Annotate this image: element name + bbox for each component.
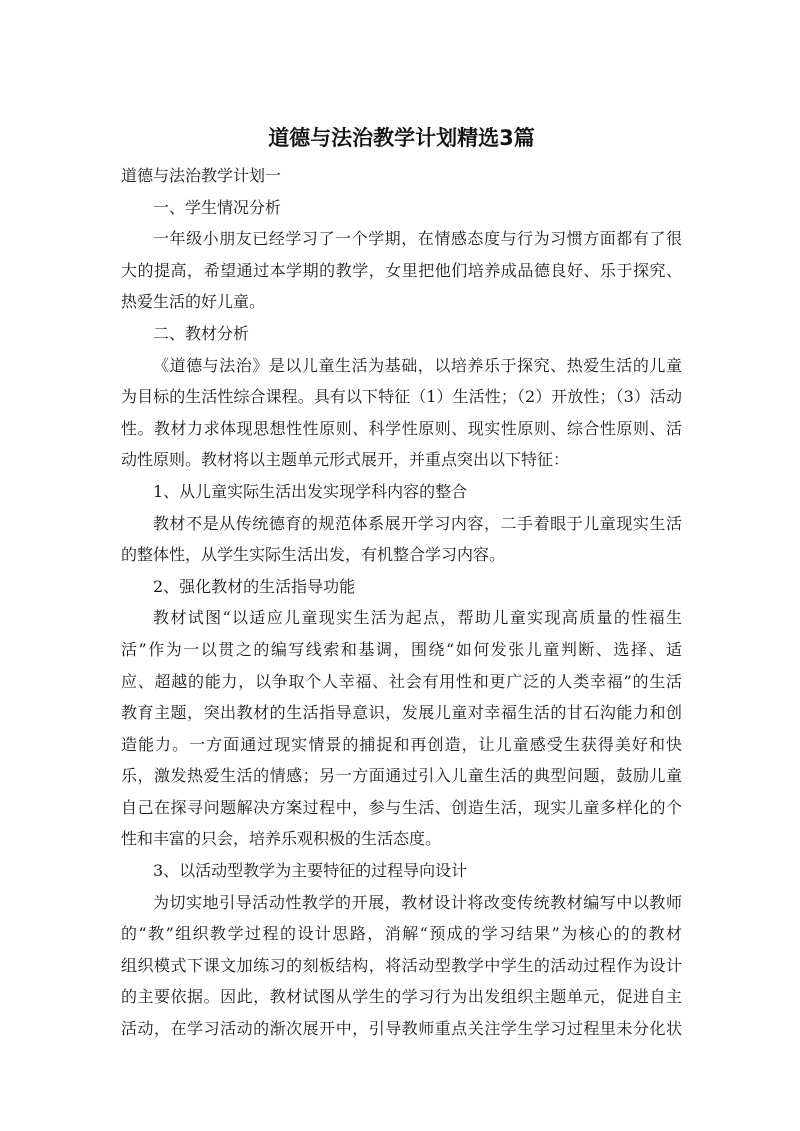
text-line: 教材不是从传统德育的规范体系展开学习内容，二手着眼于儿童现实生活 xyxy=(153,513,682,533)
text-line: 自己在探寻问题解决方案过程中，参与生活、创造生活，现实儿童多样化的个 xyxy=(121,797,682,817)
text-line: 为切实地引导活动性教学的开展，教材设计将改变传统教材编写中以教师 xyxy=(153,892,682,912)
document-title: 道德与法治教学计划精选3篇 xyxy=(268,126,535,150)
text-line: 的“教”组织教学过程的设计思路，消解“预成的学习结果”为核心的的教材 xyxy=(121,924,682,944)
text-line: 2、强化教材的生活指导功能 xyxy=(153,576,356,596)
text-line: 活动，在学习活动的渐次展开中，引导教师重点关注学生学习过程里未分化状 xyxy=(121,1019,682,1039)
text-line: 性和丰富的只会，培养乐观积极的生活态度。 xyxy=(121,829,442,849)
text-line: 乐，激发热爱生活的情感；另一方面通过引入儿童生活的典型问题，鼓励儿童 xyxy=(121,766,682,786)
text-line: 教育主题，突出教材的生活指导意识，发展儿童对幸福生活的甘石沟能力和创 xyxy=(121,703,682,723)
text-line: 1、从儿童实际生活出发实现学科内容的整合 xyxy=(153,481,468,501)
document-body xyxy=(121,160,682,1045)
text-line: 热爱生活的好儿童。 xyxy=(121,292,266,312)
text-line: 的主要依据。因此，教材试图从学生的学习行为出发组织主题单元，促进自主 xyxy=(121,987,682,1007)
text-line: 一、学生情况分析 xyxy=(153,197,282,217)
text-line: 大的提高，希望通过本学期的教学，女里把他们培养成品德良好、乐于探究、 xyxy=(121,260,682,280)
text-line: 《道德与法治》是以儿童生活为基础，以培养乐于探究、热爱生活的儿童 xyxy=(153,355,682,375)
text-line: 的整体性，从学生实际生活出发，有机整合学习内容。 xyxy=(121,545,506,565)
text-line: 性。教材力求体现思想性性原则、科学性原则、现实性原则、综合性原则、活 xyxy=(121,418,682,438)
text-line: 教材试图“以适应儿童现实生活为起点，帮助儿童实现高质量的性福生 xyxy=(153,608,682,628)
text-line: 二、教材分析 xyxy=(153,323,250,343)
text-line: 动性原则。教材将以主题单元形式展开，并重点突出以下特征： xyxy=(121,450,570,470)
text-line: 道德与法治教学计划一 xyxy=(121,166,282,185)
text-line: 造能力。一方面通过现实情景的捕捉和再创造，让儿童感受生获得美好和快 xyxy=(121,734,682,754)
text-line: 3、以活动型教学为主要特征的过程导向设计 xyxy=(153,861,468,881)
text-line: 活”作为一以贯之的编写线索和基调，围绕“如何发张儿童判断、选择、适 xyxy=(121,639,682,659)
text-line: 一年级小朋友已经学习了一个学期，在情感态度与行为习惯方面都有了很 xyxy=(153,229,682,249)
text-line: 为目标的生活性综合课程。具有以下特征（1）生活性；（2）开放性；（3）活动 xyxy=(121,387,682,407)
text-line: 应、超越的能力，以争取个人幸福、社会有用性和更广泛的人类幸福”的生活 xyxy=(121,671,682,691)
text-line: 组织模式下课文加练习的刻板结构，将活动型教学中学生的活动过程作为设计 xyxy=(121,955,682,975)
